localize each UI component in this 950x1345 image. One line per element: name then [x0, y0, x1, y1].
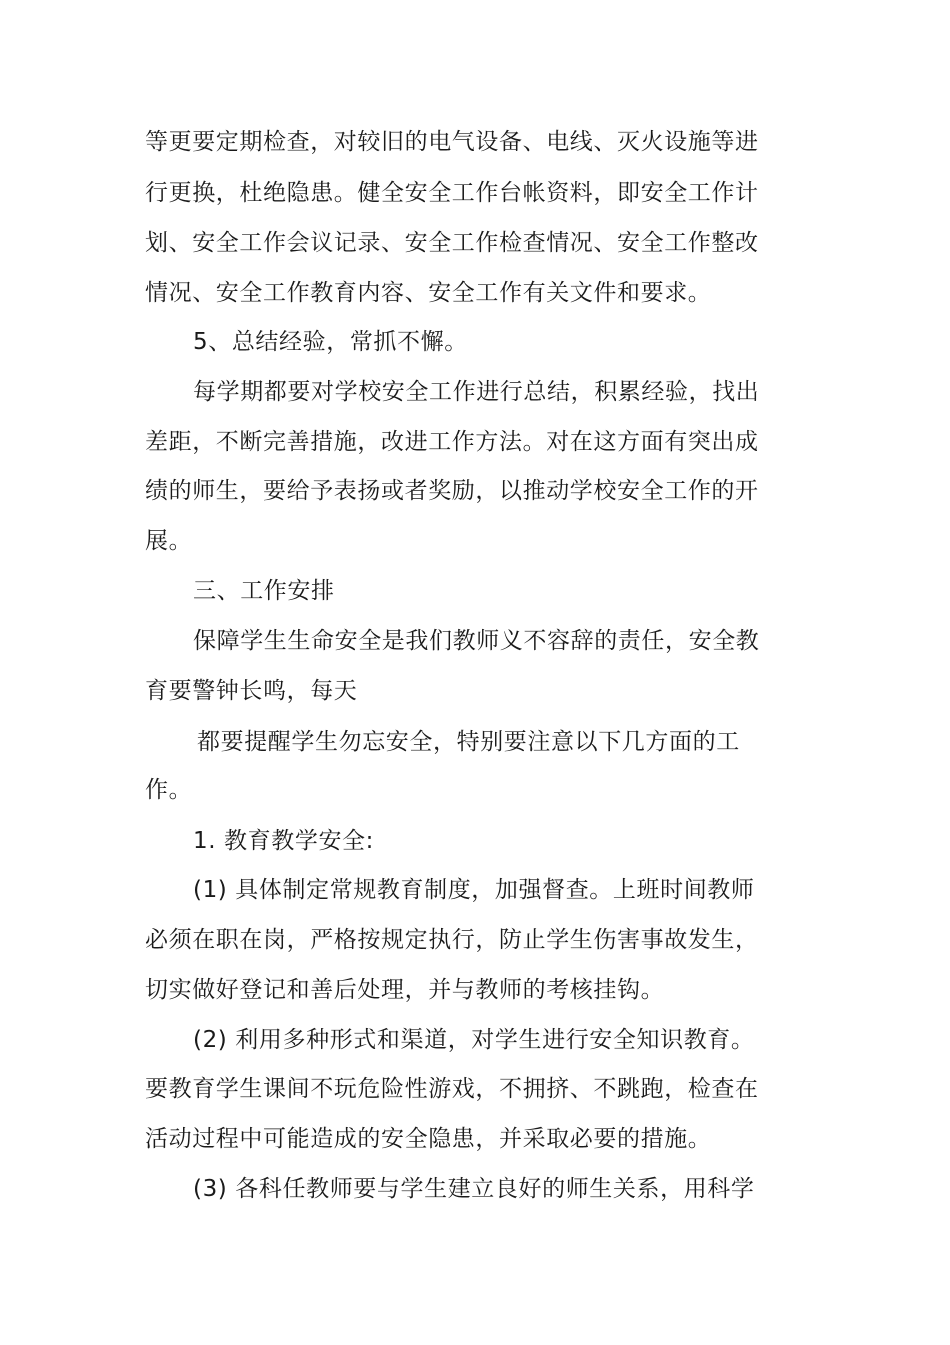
body-text-line: 必须在职在岗，严格按规定执行，防止学生伤害事故发生，: [145, 927, 759, 953]
paragraph-first-line: (2) 利用多种形式和渠道，对学生进行安全知识教育。: [193, 1027, 755, 1053]
body-text-line: 要教育学生课间不玩危险性游戏，不拥挤、不跳跑，检查在: [145, 1076, 759, 1102]
body-text-line: 育要警钟长鸣，每天: [145, 678, 358, 704]
body-text-line: 差距，不断完善措施，改进工作方法。对在这方面有突出成: [145, 429, 759, 455]
section-heading: 三、工作安排: [193, 578, 335, 604]
paragraph-first-line: 每学期都要对学校安全工作进行总结，积累经验，找出: [193, 379, 760, 405]
paragraph-first-line: 保障学生生命安全是我们教师义不容辞的责任，安全教: [193, 628, 760, 654]
body-text-line: 展。: [145, 528, 193, 554]
section-heading: 1. 教育教学安全:: [193, 828, 375, 854]
body-text-line: 作。: [145, 777, 193, 803]
body-text-line: 情况、安全工作教育内容、安全工作有关文件和要求。: [145, 280, 712, 306]
section-heading: 5、总结经验，常抓不懈。: [193, 329, 468, 355]
body-text-line: 等更要定期检查，对较旧的电气设备、电线、灭火设施等进: [145, 129, 759, 155]
body-text-line: 切实做好登记和善后处理，并与教师的考核挂钩。: [145, 977, 665, 1003]
body-text-line: 行更换，杜绝隐患。健全安全工作台帐资料，即安全工作计: [145, 180, 759, 206]
body-text-line: 绩的师生，要给予表扬或者奖励，以推动学校安全工作的开: [145, 478, 759, 504]
body-text-line: 活动过程中可能造成的安全隐患，并采取必要的措施。: [145, 1126, 712, 1152]
paragraph-first-line: (1) 具体制定常规教育制度，加强督查。上班时间教师: [193, 877, 755, 903]
body-text-line: 划、安全工作会议记录、安全工作检查情况、安全工作整改: [145, 230, 759, 256]
paragraph-first-line: 都要提醒学生勿忘安全，特别要注意以下几方面的工: [197, 729, 740, 755]
paragraph-first-line: (3) 各科任教师要与学生建立良好的师生关系，用科学: [193, 1176, 755, 1202]
